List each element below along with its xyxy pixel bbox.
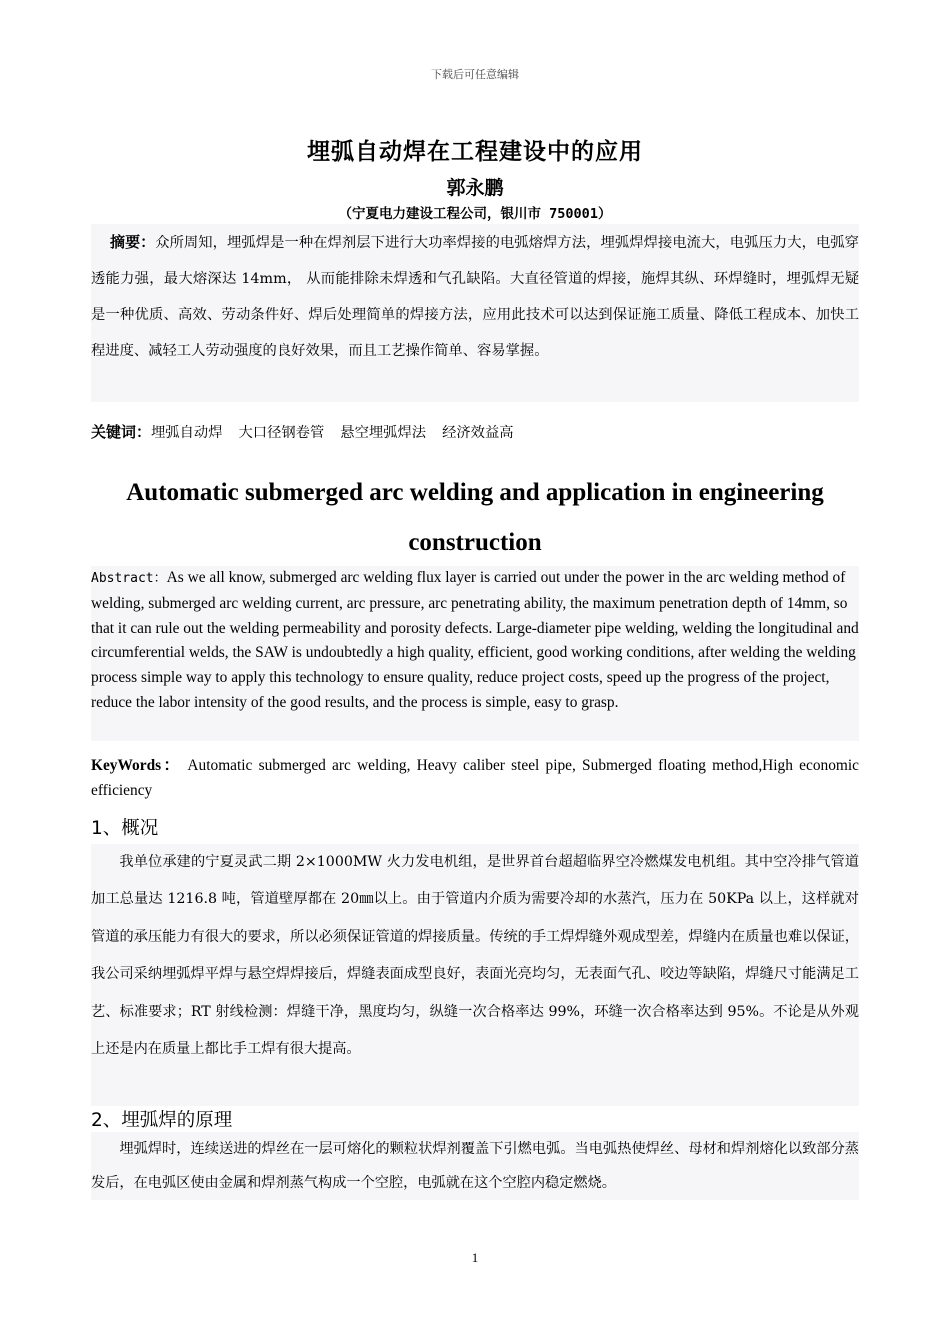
english-keywords-label: KeyWords：	[91, 757, 182, 774]
keyword: 大口径钢卷管	[238, 425, 325, 441]
section-heading-overview: 1、概况	[91, 818, 159, 839]
keyword: 经济效益高	[442, 425, 514, 441]
author-affiliation: （宁夏电力建设工程公司，银川市 750001）	[338, 206, 612, 222]
section-heading-principle: 2、埋弧焊的原理	[91, 1110, 233, 1131]
chinese-abstract	[91, 224, 859, 402]
keyword: 埋弧自动焊	[151, 425, 223, 441]
keyword: 悬空埋弧焊法	[340, 425, 427, 441]
section-principle-body: 埋弧焊时，连续送进的焊丝在一层可熔化的颗粒状焊剂覆盖下引燃电弧。当电弧热使焊丝、母材和焊剂熔化以致部分蒸发后，在电弧区使由金属和焊剂蒸气构成一个空腔，电弧就在这个空腔内稳定燃烧。	[91, 1132, 859, 1200]
english-abstract-label: Abstract：	[91, 571, 167, 586]
english-title: Automatic submerged arc welding and application in engineering construction	[126, 479, 824, 556]
english-keywords-text: Automatic submerged arc welding, Heavy caliber steel pipe, Submerged floating method,High economic efficiency	[91, 757, 859, 799]
chinese-abstract-text: 众所周知，埋弧焊是一种在焊剂层下进行大功率焊接的电弧熔焊方法，埋弧焊焊接电流大，电弧压力大，电弧穿透能力强，最大熔深达 14mm， 从而能排除未焊透和气孔缺陷。大直径管道的焊接，施焊其纵、环焊缝时，埋弧焊无疑是一种优质、高效、劳动条件好、焊后处理简单的焊接方法，应用此技术可以达到保证施工质量、降低工程成本、加快工程进度、减轻工人劳动强度的良好效果，而且工艺操作简单、容易掌握。	[91, 235, 859, 359]
chinese-keywords	[91, 419, 859, 445]
header-note: 下载后可任意编辑	[431, 68, 519, 81]
section-overview-body: 我单位承建的宁夏灵武二期 2×1000MW 火力发电机组，是世界首台超超临界空冷燃煤发电机组。其中空冷排气管道加工总量达 1216.8 吨，管道壁厚都在 20㎜以上。由于管道内介质为需要冷却的水蒸汽，压力在 50KPa 以上，这样就对管道的承压能力有很大的要求，所以必须保证管道的焊接质量。传统的手工焊焊缝外观成型差，焊缝内在质量也难以保证，我公司采纳埋弧焊平焊与悬空焊焊接后，焊缝表面成型良好，表面光亮均匀，无表面气孔、咬边等缺陷，焊缝尺寸能满足工艺、标准要求；RT 射线检测：焊缝干净，黑度均匀，纵缝一次合格率达 99%，环缝一次合格率达到 95%。不论是从外观上还是内在质量上都比手工焊有很大提高。	[91, 844, 859, 1106]
author-name: 郭永鹏	[446, 177, 504, 199]
english-abstract	[91, 566, 859, 741]
chinese-keywords-label: 关键词：	[91, 423, 152, 441]
chinese-abstract-label: 摘要：	[110, 233, 156, 251]
english-keywords	[91, 753, 859, 803]
english-abstract-text: As we all know, submerged arc welding flux layer is carried out under the power in the arc welding method of welding, submerged arc welding current, arc pressure, arc penetrating ability, the maximum penetration depth of 14mm, so that it can rule out the welding permeability and porosity defects. Large-diameter pipe welding, welding the longitudinal and circumferential welds, the SAW is undoubtedly a high quality, efficient, good working conditions, after welding the welding process simple way to apply this technology to ensure quality, reduce project costs, speed up the progress of the project, reduce the labor intensity of the good results, and the process is simple, easy to grasp.	[91, 569, 859, 711]
chinese-title: 埋弧自动焊在工程建设中的应用	[307, 139, 643, 165]
page-number: 1	[471, 1250, 479, 1265]
